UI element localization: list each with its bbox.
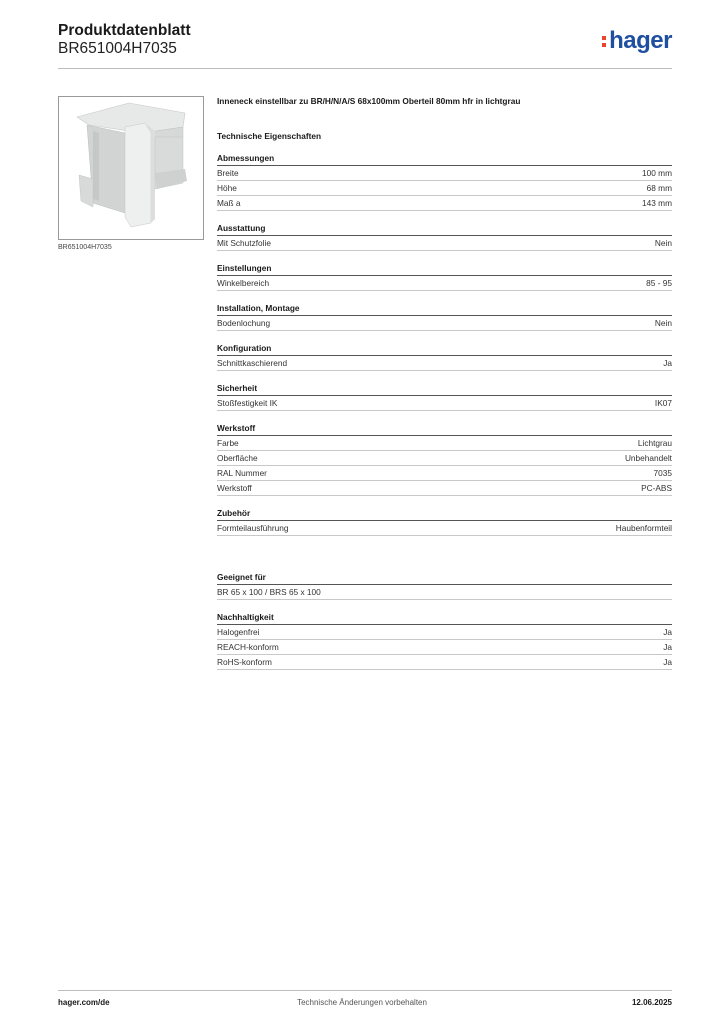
spec-value: IK07: [654, 398, 672, 408]
spec-row: [217, 276, 672, 291]
spec-value: 68 mm: [646, 183, 672, 193]
logo-text: hager: [609, 27, 672, 54]
spec-label: Formteilausführung: [217, 523, 289, 533]
hager-logo: [602, 28, 672, 54]
spec-row: [217, 236, 672, 251]
spec-label: REACH-konform: [217, 642, 279, 652]
spec-value: 7035: [653, 468, 672, 478]
section-title: Konfiguration: [217, 343, 672, 356]
footer-notice: Technische Änderungen vorbehalten: [297, 998, 427, 1007]
footer-website-link[interactable]: hager.com/de: [58, 998, 110, 1007]
spec-value: Nein: [654, 318, 672, 328]
tech-properties-title: Technische Eigenschaften: [217, 131, 322, 141]
header-divider: [58, 68, 672, 69]
spec-row: [217, 196, 672, 211]
section-title: Nachhaltigkeit: [217, 612, 672, 625]
page-title: Produktdatenblatt: [58, 22, 191, 39]
spec-row: [217, 356, 672, 371]
spec-section: [217, 153, 672, 211]
spec-label: Oberfläche: [217, 453, 258, 463]
article-number: BR651004H7035: [58, 40, 177, 57]
spec-label: Werkstoff: [217, 483, 252, 493]
spec-row: [217, 436, 672, 451]
logo-dots-icon: [602, 33, 607, 50]
spec-value: 100 mm: [642, 168, 672, 178]
spec-section: [217, 612, 672, 670]
spec-row: [217, 451, 672, 466]
spec-label: Maß a: [217, 198, 241, 208]
section-title: Werkstoff: [217, 423, 672, 436]
spec-label: Farbe: [217, 438, 239, 448]
spec-row: [217, 396, 672, 411]
spec-section: [217, 263, 672, 291]
section-title: Abmessungen: [217, 153, 672, 166]
spec-value: Ja: [663, 642, 672, 652]
footer-divider: [58, 990, 672, 991]
spec-row: [217, 181, 672, 196]
spec-label: Stoßfestigkeit IK: [217, 398, 278, 408]
spec-section: [217, 383, 672, 411]
spec-value: Ja: [663, 627, 672, 637]
spec-value: Nein: [654, 238, 672, 248]
product-photo-inner-corner-icon: [59, 97, 203, 239]
spec-section: [217, 303, 672, 331]
spec-row: [217, 655, 672, 670]
spec-row: [217, 316, 672, 331]
spec-label: Bodenlochung: [217, 318, 271, 328]
section-title: Sicherheit: [217, 383, 672, 396]
spec-row: [217, 481, 672, 496]
spec-section: [217, 223, 672, 251]
spec-label: Winkelbereich: [217, 278, 270, 288]
spec-label: RoHS-konform: [217, 657, 272, 667]
section-title: Ausstattung: [217, 223, 672, 236]
spec-label: RAL Nummer: [217, 468, 267, 478]
spec-label: Schnittkaschierend: [217, 358, 288, 368]
spec-section: [217, 508, 672, 536]
spec-value: Haubenformteil: [615, 523, 672, 533]
spec-label: Halogenfrei: [217, 627, 260, 637]
spec-label: Höhe: [217, 183, 237, 193]
spec-sections: [217, 153, 672, 536]
spec-value: Ja: [663, 657, 672, 667]
spec-row: [217, 521, 672, 536]
spec-section: [217, 423, 672, 496]
spec-value: 85 - 95: [646, 278, 672, 288]
section-title: Geeignet für: [217, 572, 672, 585]
extra-sections: [217, 572, 672, 670]
section-title: Einstellungen: [217, 263, 672, 276]
spec-row: [217, 466, 672, 481]
photo-caption: BR651004H7035: [58, 244, 112, 251]
spec-label: Mit Schutzfolie: [217, 238, 271, 248]
footer-date: 12.06.2025: [631, 998, 672, 1007]
spec-row: [217, 166, 672, 181]
section-title: Installation, Montage: [217, 303, 672, 316]
spec-section: [217, 343, 672, 371]
spec-content: [217, 96, 672, 670]
spec-row: [217, 625, 672, 640]
spec-value: PC-ABS: [641, 483, 672, 493]
spec-value: Ja: [663, 358, 672, 368]
spec-value: 143 mm: [642, 198, 672, 208]
product-description: Inneneck einstellbar zu BR/H/N/A/S 68x100mm Oberteil 80mm hfr in lichtgrau: [217, 96, 521, 106]
spec-section: [217, 572, 672, 600]
section-gap: [217, 536, 672, 560]
spec-row: [217, 640, 672, 655]
spec-row: [217, 585, 672, 600]
spec-value: Lichtgrau: [637, 438, 672, 448]
spec-label: Breite: [217, 168, 239, 178]
spec-label: BR 65 x 100 / BRS 65 x 100: [217, 587, 321, 597]
product-photo: [58, 96, 204, 240]
section-title: Zubehör: [217, 508, 672, 521]
spec-value: Unbehandelt: [624, 453, 672, 463]
